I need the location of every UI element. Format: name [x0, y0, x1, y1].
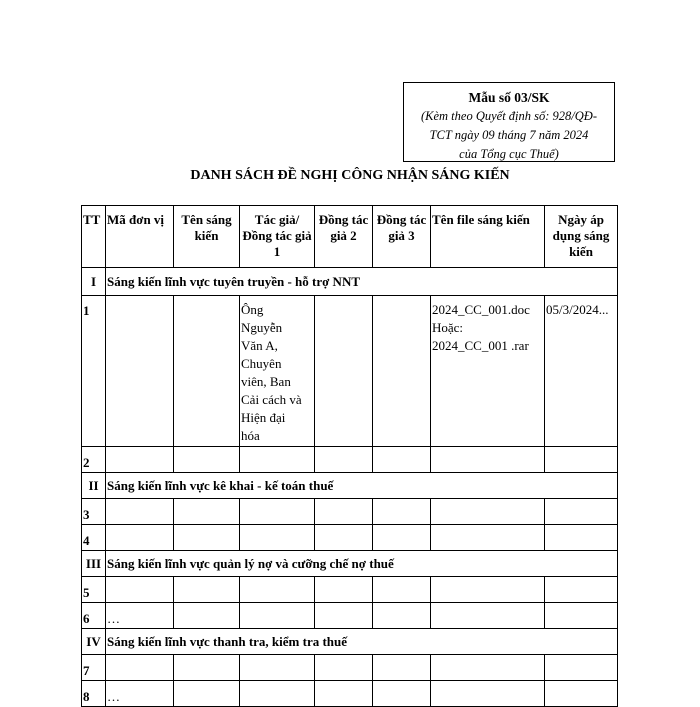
author-line: Hiện đại	[241, 410, 286, 425]
section-number: I	[82, 268, 106, 296]
table-row	[82, 447, 618, 473]
initiative-name-cell	[174, 296, 240, 447]
author-2-cell	[315, 296, 373, 447]
section-number: IV	[82, 629, 106, 655]
section-row	[82, 268, 618, 296]
form-note-line-3: của Tổng cục Thuế)	[459, 147, 559, 161]
header-apply-date: Ngày áp dụng sáng kiến	[545, 206, 618, 268]
header-author-3: Đồng tác giả 3	[373, 206, 431, 268]
header-unit-code: Mã đơn vị	[106, 206, 174, 268]
table-row	[82, 603, 618, 629]
header-row	[82, 206, 618, 268]
form-number-box	[403, 82, 615, 162]
header-file-name: Tên file sáng kiến	[431, 206, 545, 268]
table-row	[82, 525, 618, 551]
table-row	[82, 577, 618, 603]
header-tt: TT	[82, 206, 106, 268]
section-title: Sáng kiến lĩnh vực tuyên truyền - hỗ trợ NNT	[106, 268, 618, 296]
file-line: Hoặc:	[432, 320, 464, 335]
table-row	[82, 655, 618, 681]
proposal-table	[81, 205, 618, 707]
table-row	[82, 499, 618, 525]
author-1-cell	[240, 296, 315, 447]
row-number: 5	[82, 577, 106, 603]
ellipsis-cell: …	[106, 681, 174, 707]
author-line: Cải cách và	[241, 392, 302, 407]
section-number: III	[82, 551, 106, 577]
form-note-line-2: TCT ngày 09 tháng 7 năm 2024	[429, 128, 589, 142]
form-code: Mẫu số 03/SK	[468, 90, 550, 105]
author-line: viên, Ban	[241, 374, 291, 389]
row-number: 3	[82, 499, 106, 525]
table-row	[82, 296, 618, 447]
row-number: 6	[82, 603, 106, 629]
author-line: Văn A,	[241, 338, 278, 353]
section-title: Sáng kiến lĩnh vực kê khai - kế toán thuế	[106, 473, 618, 499]
row-number: 2	[82, 447, 106, 473]
section-number: II	[82, 473, 106, 499]
apply-date-cell: 05/3/2024...	[545, 296, 618, 447]
document-title: DANH SÁCH ĐỀ NGHỊ CÔNG NHẬN SÁNG KIẾN	[190, 168, 510, 183]
section-title: Sáng kiến lĩnh vực quản lý nợ và cưỡng chế nợ thuế	[106, 551, 618, 577]
author-line: Nguyễn	[241, 320, 283, 335]
file-name-cell	[431, 296, 545, 447]
unit-code-cell	[106, 296, 174, 447]
row-number: 8	[82, 681, 106, 707]
author-line: hóa	[241, 428, 260, 443]
row-number: 1	[82, 296, 106, 447]
file-line: 2024_CC_001 .rar	[432, 338, 529, 353]
header-initiative-name: Tên sáng kiến	[174, 206, 240, 268]
author-line: Chuyên	[241, 356, 282, 371]
header-author-1: Tác giả/Đồng tác giả 1	[240, 206, 315, 268]
table-row	[82, 681, 618, 707]
header-author-2: Đồng tác giả 2	[315, 206, 373, 268]
section-title: Sáng kiến lĩnh vực thanh tra, kiểm tra thuế	[106, 629, 618, 655]
section-row	[82, 629, 618, 655]
section-row	[82, 473, 618, 499]
row-number: 7	[82, 655, 106, 681]
form-note-line-1: (Kèm theo Quyết định số: 928/QĐ-	[420, 109, 597, 123]
row-number: 4	[82, 525, 106, 551]
author-3-cell	[373, 296, 431, 447]
ellipsis-cell: …	[106, 603, 174, 629]
author-line: Ông	[241, 302, 264, 317]
file-line: 2024_CC_001.doc	[432, 302, 530, 317]
section-row	[82, 551, 618, 577]
